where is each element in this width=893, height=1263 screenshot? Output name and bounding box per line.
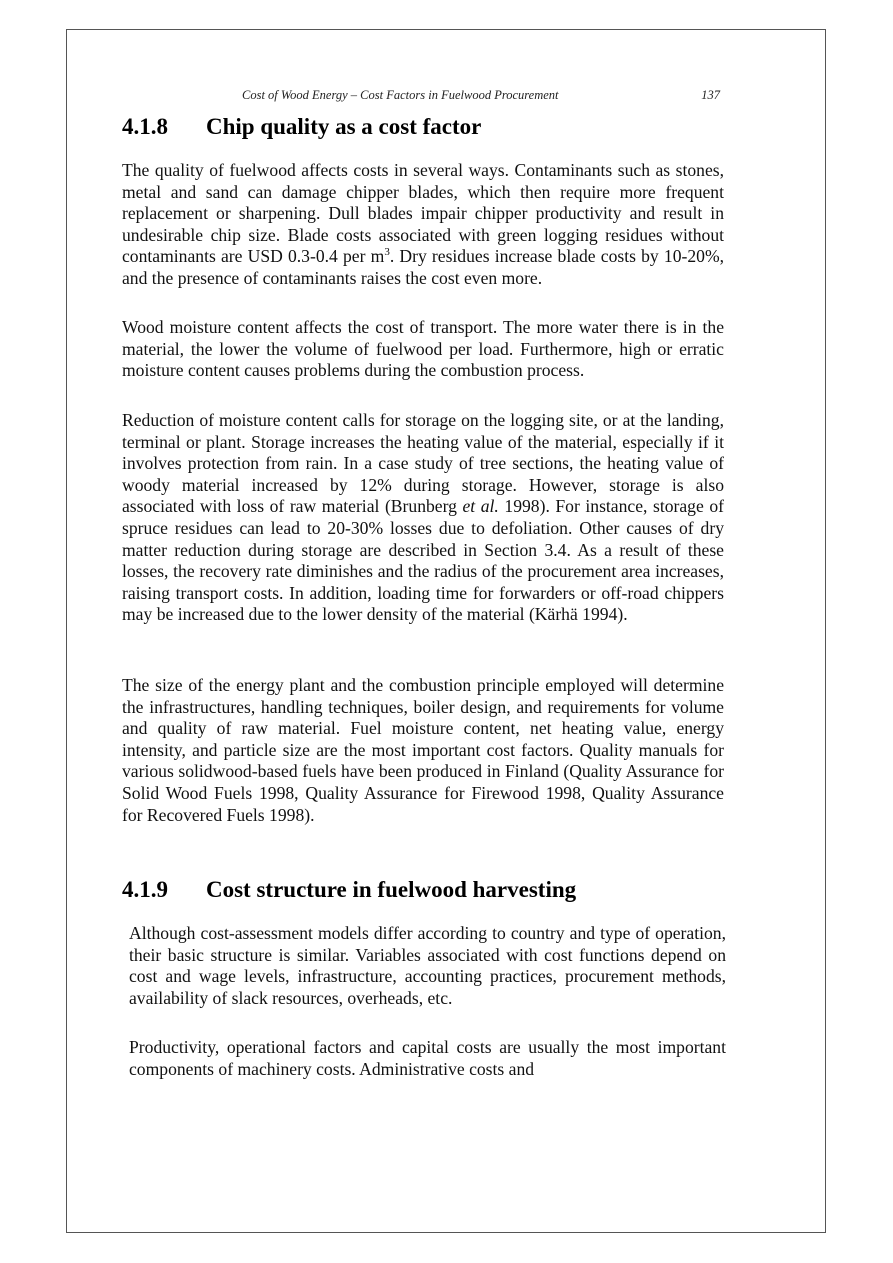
paragraph-storage <box>122 410 724 626</box>
section-title: Cost structure in fuelwood harvesting <box>206 877 577 902</box>
paragraph-cost-models: Although cost-assessment models differ according to country and type of operation, their basic structure is similar. Variables associated with cost functions depend on cost and wage levels, infrastructure, accounting practices, procurement methods, availability of slack resources, overheads, etc. <box>129 923 726 1008</box>
section-number: 4.1.9 <box>122 877 168 902</box>
paragraph-energy-plant: The size of the energy plant and the combustion principle employed will determine the infrastructures, handling techniques, boiler design, and requirements for volume and quality of raw material. Fuel moisture content, net heating value, energy intensity, and particle size are the most important cost factors. Quality manuals for various solidwood-based fuels have been produced in Finland (Quality Assurance for Solid Wood Fuels 1998, Quality Assurance for Firewood 1998, Quality Assurance for Recovered Fuels 1998). <box>122 675 724 825</box>
paragraph-text: The quality of fuelwood affects costs in several ways. Contaminants such as stones, metal and sand can damage chipper blades, which then require more frequent replacement or sharpening. Dull blades impair chipper productivity and result in undesirable chip size. Blade costs associated with green logging residues without contaminants are USD 0.3-0.4 per m <box>122 160 724 267</box>
paragraph-machinery-costs: Productivity, operational factors and capital costs are usually the most important components of machinery costs. Administrative costs and <box>129 1037 726 1079</box>
section-number: 4.1.8 <box>122 114 168 139</box>
section-heading-4-1-9 <box>122 876 576 904</box>
paragraph-chip-quality <box>122 160 724 290</box>
section-heading-4-1-8 <box>122 113 481 141</box>
citation-et-al: et al. <box>462 496 499 517</box>
paragraph-text: Reduction of moisture content calls for storage on the logging site, or at the landing, terminal or plant. Storage increases the heating value of the material, especially if it involves protection from rain. In a case study of tree sections, the heating value of woody material increased by 12% during storage. However, storage is also associated with loss of raw material (Brunberg <box>122 410 724 517</box>
paragraph-text: 1998). For instance, storage of spruce residues can lead to 20-30% losses due to defoliation. Other causes of dry matter reduction during storage are described in Section 3.4. As a result of these losses, the recovery rate diminishes and the radius of the procurement area increases, raising transport costs. In addition, loading time for forwarders or off-road chippers may be increased due to the lower density of the material (Kärhä 1994). <box>122 496 724 625</box>
superscript: 3 <box>384 246 390 259</box>
running-title: Cost of Wood Energy – Cost Factors in Fuelwood Procurement <box>242 88 559 102</box>
page-number: 137 <box>701 88 720 102</box>
running-header <box>120 86 720 106</box>
paragraph-moisture-transport: Wood moisture content affects the cost of transport. The more water there is in the material, the lower the volume of fuelwood per load. Furthermore, high or erratic moisture content causes problems during the combustion process. <box>122 317 724 381</box>
section-title: Chip quality as a cost factor <box>206 114 482 139</box>
paragraph-text: . Dry residues increase blade costs by 10-20%, and the presence of contaminants raises the cost even more. <box>122 246 724 288</box>
